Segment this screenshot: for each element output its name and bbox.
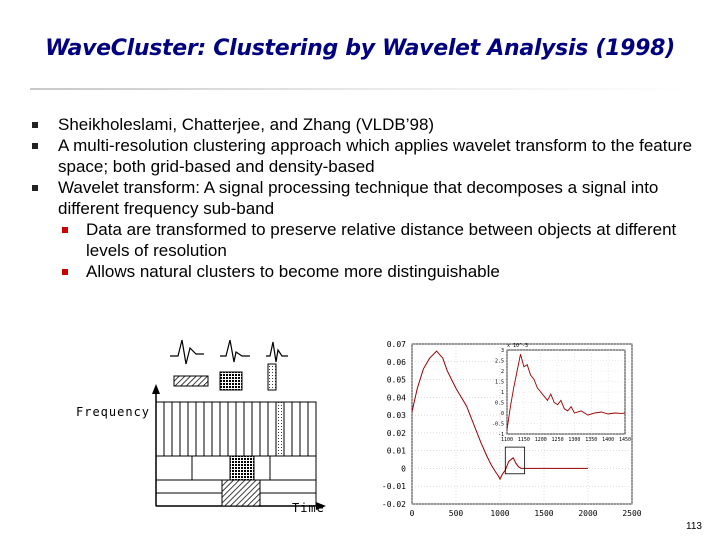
inset-x-tick-label: 1300 <box>568 437 581 443</box>
bullet-square-icon <box>32 122 38 128</box>
inset-exponent-label: x 10^-3 <box>507 343 529 349</box>
wavelet-line-chart <box>355 332 655 524</box>
bullet-item <box>30 114 700 135</box>
wavelet-shape-icon <box>220 340 250 362</box>
inset-y-tick-label: 0.5 <box>494 400 504 407</box>
sub-bullet-text: Allows natural clusters to become more distinguishable <box>86 262 500 281</box>
x-tick-label: 2500 <box>622 509 642 518</box>
y-tick-label: 0.05 <box>386 375 406 385</box>
x-tick-label: 500 <box>448 509 464 518</box>
sub-bullet-text: Data are transformed to preserve relative distance between objects at different levels of resolution <box>86 220 677 260</box>
inset-x-tick-label: 1450 <box>618 437 632 443</box>
inset-x-tick-label: 1100 <box>500 437 514 443</box>
sub-bullet-item <box>58 219 700 261</box>
inset-x-tick-label: 1150 <box>517 437 530 443</box>
bullet-text: Wavelet transform: A signal processing technique that decomposes a signal into different frequency sub-band <box>58 178 659 218</box>
x-tick-label: 1000 <box>490 509 510 518</box>
inset-y-tick-label: 0 <box>500 411 504 417</box>
inset-y-tick-label: -0.5 <box>491 421 504 428</box>
y-tick-label: -0.01 <box>381 482 406 492</box>
inset-y-tick-label: 1 <box>500 390 504 396</box>
page-number: 113 <box>686 521 702 532</box>
y-tick-label: 0 <box>401 464 406 474</box>
y-tick-label: 0.02 <box>386 428 406 438</box>
inset-frame <box>507 350 625 434</box>
y-tick-label: 0.03 <box>386 411 406 421</box>
inset-x-tick-label: 1350 <box>585 437 598 443</box>
inset-y-tick-label: -1 <box>497 432 504 438</box>
inset-x-tick-label: 1250 <box>551 437 564 443</box>
sub-bullet-square-icon <box>62 269 68 275</box>
title-divider <box>30 88 690 90</box>
bullet-text: Sheikholeslami, Chatterjee, and Zhang (VLDB’98) <box>58 115 435 134</box>
slide-title: WaveCluster: Clustering by Wavelet Analysis (1998) <box>45 36 675 61</box>
y-tick-label: 0.06 <box>386 357 406 367</box>
dotted-swatch <box>268 364 276 390</box>
bullet-list <box>30 114 700 282</box>
inset-x-tick-label: 1200 <box>534 437 547 443</box>
x-tick-label: 1500 <box>534 509 554 518</box>
inset-y-tick-label: 1.5 <box>494 379 504 386</box>
sub-bullet-square-icon <box>62 227 68 233</box>
hatch-swatch <box>174 376 208 386</box>
time-frequency-diagram <box>70 332 360 522</box>
frequency-axis-label: Frequency <box>76 405 151 419</box>
y-axis-arrow-icon <box>152 384 160 394</box>
x-tick-label: 2000 <box>578 509 598 518</box>
wavelet-shape-icon <box>170 340 204 364</box>
bullet-text: A multi-resolution clustering approach which applies wavelet transform to the feature space; both grid-based and density-based <box>58 136 693 176</box>
sub-bullet-item <box>58 261 700 282</box>
bullet-square-icon <box>32 143 38 149</box>
tiling-grid <box>156 402 316 506</box>
y-tick-label: 0.04 <box>386 393 406 403</box>
wavelet-shape-icon <box>266 342 288 362</box>
inset-y-tick-label: 2.5 <box>494 358 504 365</box>
inset-y-tick-label: 2 <box>500 369 504 375</box>
time-axis-label: Time <box>292 501 325 515</box>
inset-y-tick-label: 3 <box>500 348 504 354</box>
bullet-square-icon <box>32 185 38 191</box>
dense-swatch <box>220 372 242 390</box>
x-tick-label: 0 <box>409 509 415 518</box>
bullet-item <box>30 135 700 177</box>
inset-x-tick-label: 1400 <box>602 437 615 443</box>
y-tick-label: 0.01 <box>386 446 406 456</box>
y-tick-label: 0.07 <box>386 340 406 349</box>
bullet-item <box>30 177 700 219</box>
y-tick-label: -0.02 <box>381 500 406 509</box>
